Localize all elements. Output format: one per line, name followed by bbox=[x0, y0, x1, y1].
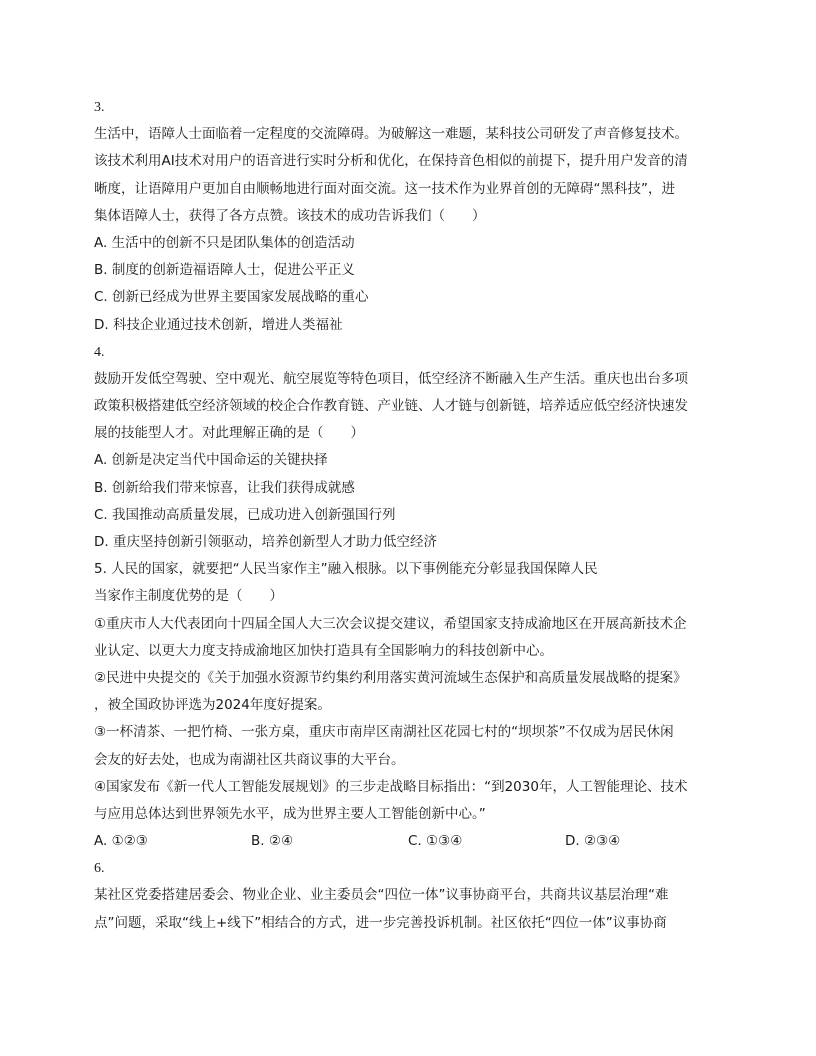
statement-item: ①重庆市人大代表团向十四届全国人大三次会议提交建议，希望国家支持成渝地区在开展高新技术企 bbox=[94, 615, 687, 632]
question-stem-line: 该技术利用AI技术对用户的语音进行实时分析和优化，在保持音色相似的前提下，提升用户发音的清 bbox=[94, 153, 688, 170]
question-stem-line: 当家作主制度优势的是（ ） bbox=[94, 588, 283, 605]
statement-item: ②民进中央提交的《关于加强水资源节约集约利用落实黄河流域生态保护和高质量发展战略的提案》 bbox=[94, 669, 687, 686]
question-stem-line: 晰度，让语障用户更加自由顺畅地进行面对面交流。这一技术作为业界首创的无障碍“黑科技”，进 bbox=[94, 180, 675, 197]
statement-item: ④国家发布《新一代人工智能发展规划》的三步走战略目标指出：“到2030年，人工智能理论、技术 bbox=[94, 778, 688, 795]
question-number: 4. bbox=[94, 344, 105, 360]
answer-option: A. 创新是决定当代中国命运的关键抉择 bbox=[94, 452, 328, 469]
answer-choice: A. ①②③ bbox=[94, 833, 148, 850]
statement-item: ，被全国政协评选为2024年度好提案。 bbox=[94, 697, 331, 714]
answer-option: D. 重庆坚持创新引领驱动，培养创新型人才助力低空经济 bbox=[94, 534, 437, 550]
question-stem-line: 某社区党委搭建居委会、物业企业、业主委员会“四位一体”议事协商平台，共商共议基层治理“难 bbox=[94, 887, 669, 904]
answer-option: B. 制度的创新造福语障人士，促进公平正义 bbox=[94, 262, 355, 279]
question-stem-line: 政策积极搭建低空经济领域的校企合作教育链、产业链、人才链与创新链，培养适应低空经济快速发 bbox=[94, 398, 688, 415]
statement-item: 业认定、以更大力度支持成渝地区加快打造具有全国影响力的科技创新中心。 bbox=[94, 642, 553, 659]
question-number: 6. bbox=[94, 861, 105, 877]
answer-choice: C. ①③④ bbox=[408, 833, 463, 850]
question-stem-line: 生活中，语障人士面临着一定程度的交流障碍。为破解这一难题，某科技公司研发了声音修复技术。 bbox=[94, 126, 688, 143]
statement-item: 会友的好去处，也成为南湖社区共商议事的大平台。 bbox=[94, 751, 405, 768]
document-page bbox=[94, 94, 722, 937]
answer-option: B. 创新给我们带来惊喜，让我们获得成就感 bbox=[94, 479, 355, 496]
statement-item: ③一杯清茶、一把竹椅、一张方桌，重庆市南岸区南湖社区花园七村的“坝坝茶”不仅成为居民休闲 bbox=[94, 724, 674, 741]
answer-choice: D. ②③④ bbox=[565, 833, 621, 850]
question-stem-line: 5. 人民的国家，就要把“人民当家作主”融入根脉。以下事例能充分彰显我国保障人民 bbox=[94, 561, 598, 578]
question-number: 3. bbox=[94, 100, 105, 115]
statement-item: 与应用总体达到世界领先水平，成为世界主要人工智能创新中心。” bbox=[94, 805, 486, 822]
answer-option: D. 科技企业通过技术创新，增进人类福祉 bbox=[94, 316, 343, 333]
question-stem-line: 点”问题，采取“线上+线下”相结合的方式，进一步完善投诉机制。社区依托“四位一体”议事协商 bbox=[94, 914, 667, 931]
question-stem-line: 鼓励开发低空驾驶、空中观光、航空展览等特色项目，低空经济不断融入生产生活。重庆也出台多项 bbox=[94, 370, 688, 387]
question-stem-line: 集体语障人士，获得了各方点赞。该技术的成功告诉我们（ ） bbox=[94, 207, 486, 224]
answer-option: C. 我国推动高质量发展，已成功进入创新强国行列 bbox=[94, 506, 396, 523]
answer-option: C. 创新已经成为世界主要国家发展战略的重心 bbox=[94, 289, 369, 306]
answer-option: A. 生活中的创新不只是团队集体的创造活动 bbox=[94, 234, 355, 251]
answer-choices-row bbox=[94, 828, 722, 855]
answer-choice: B. ②④ bbox=[251, 833, 294, 850]
question-stem-line: 展的技能型人才。对此理解正确的是（ ） bbox=[94, 425, 364, 442]
